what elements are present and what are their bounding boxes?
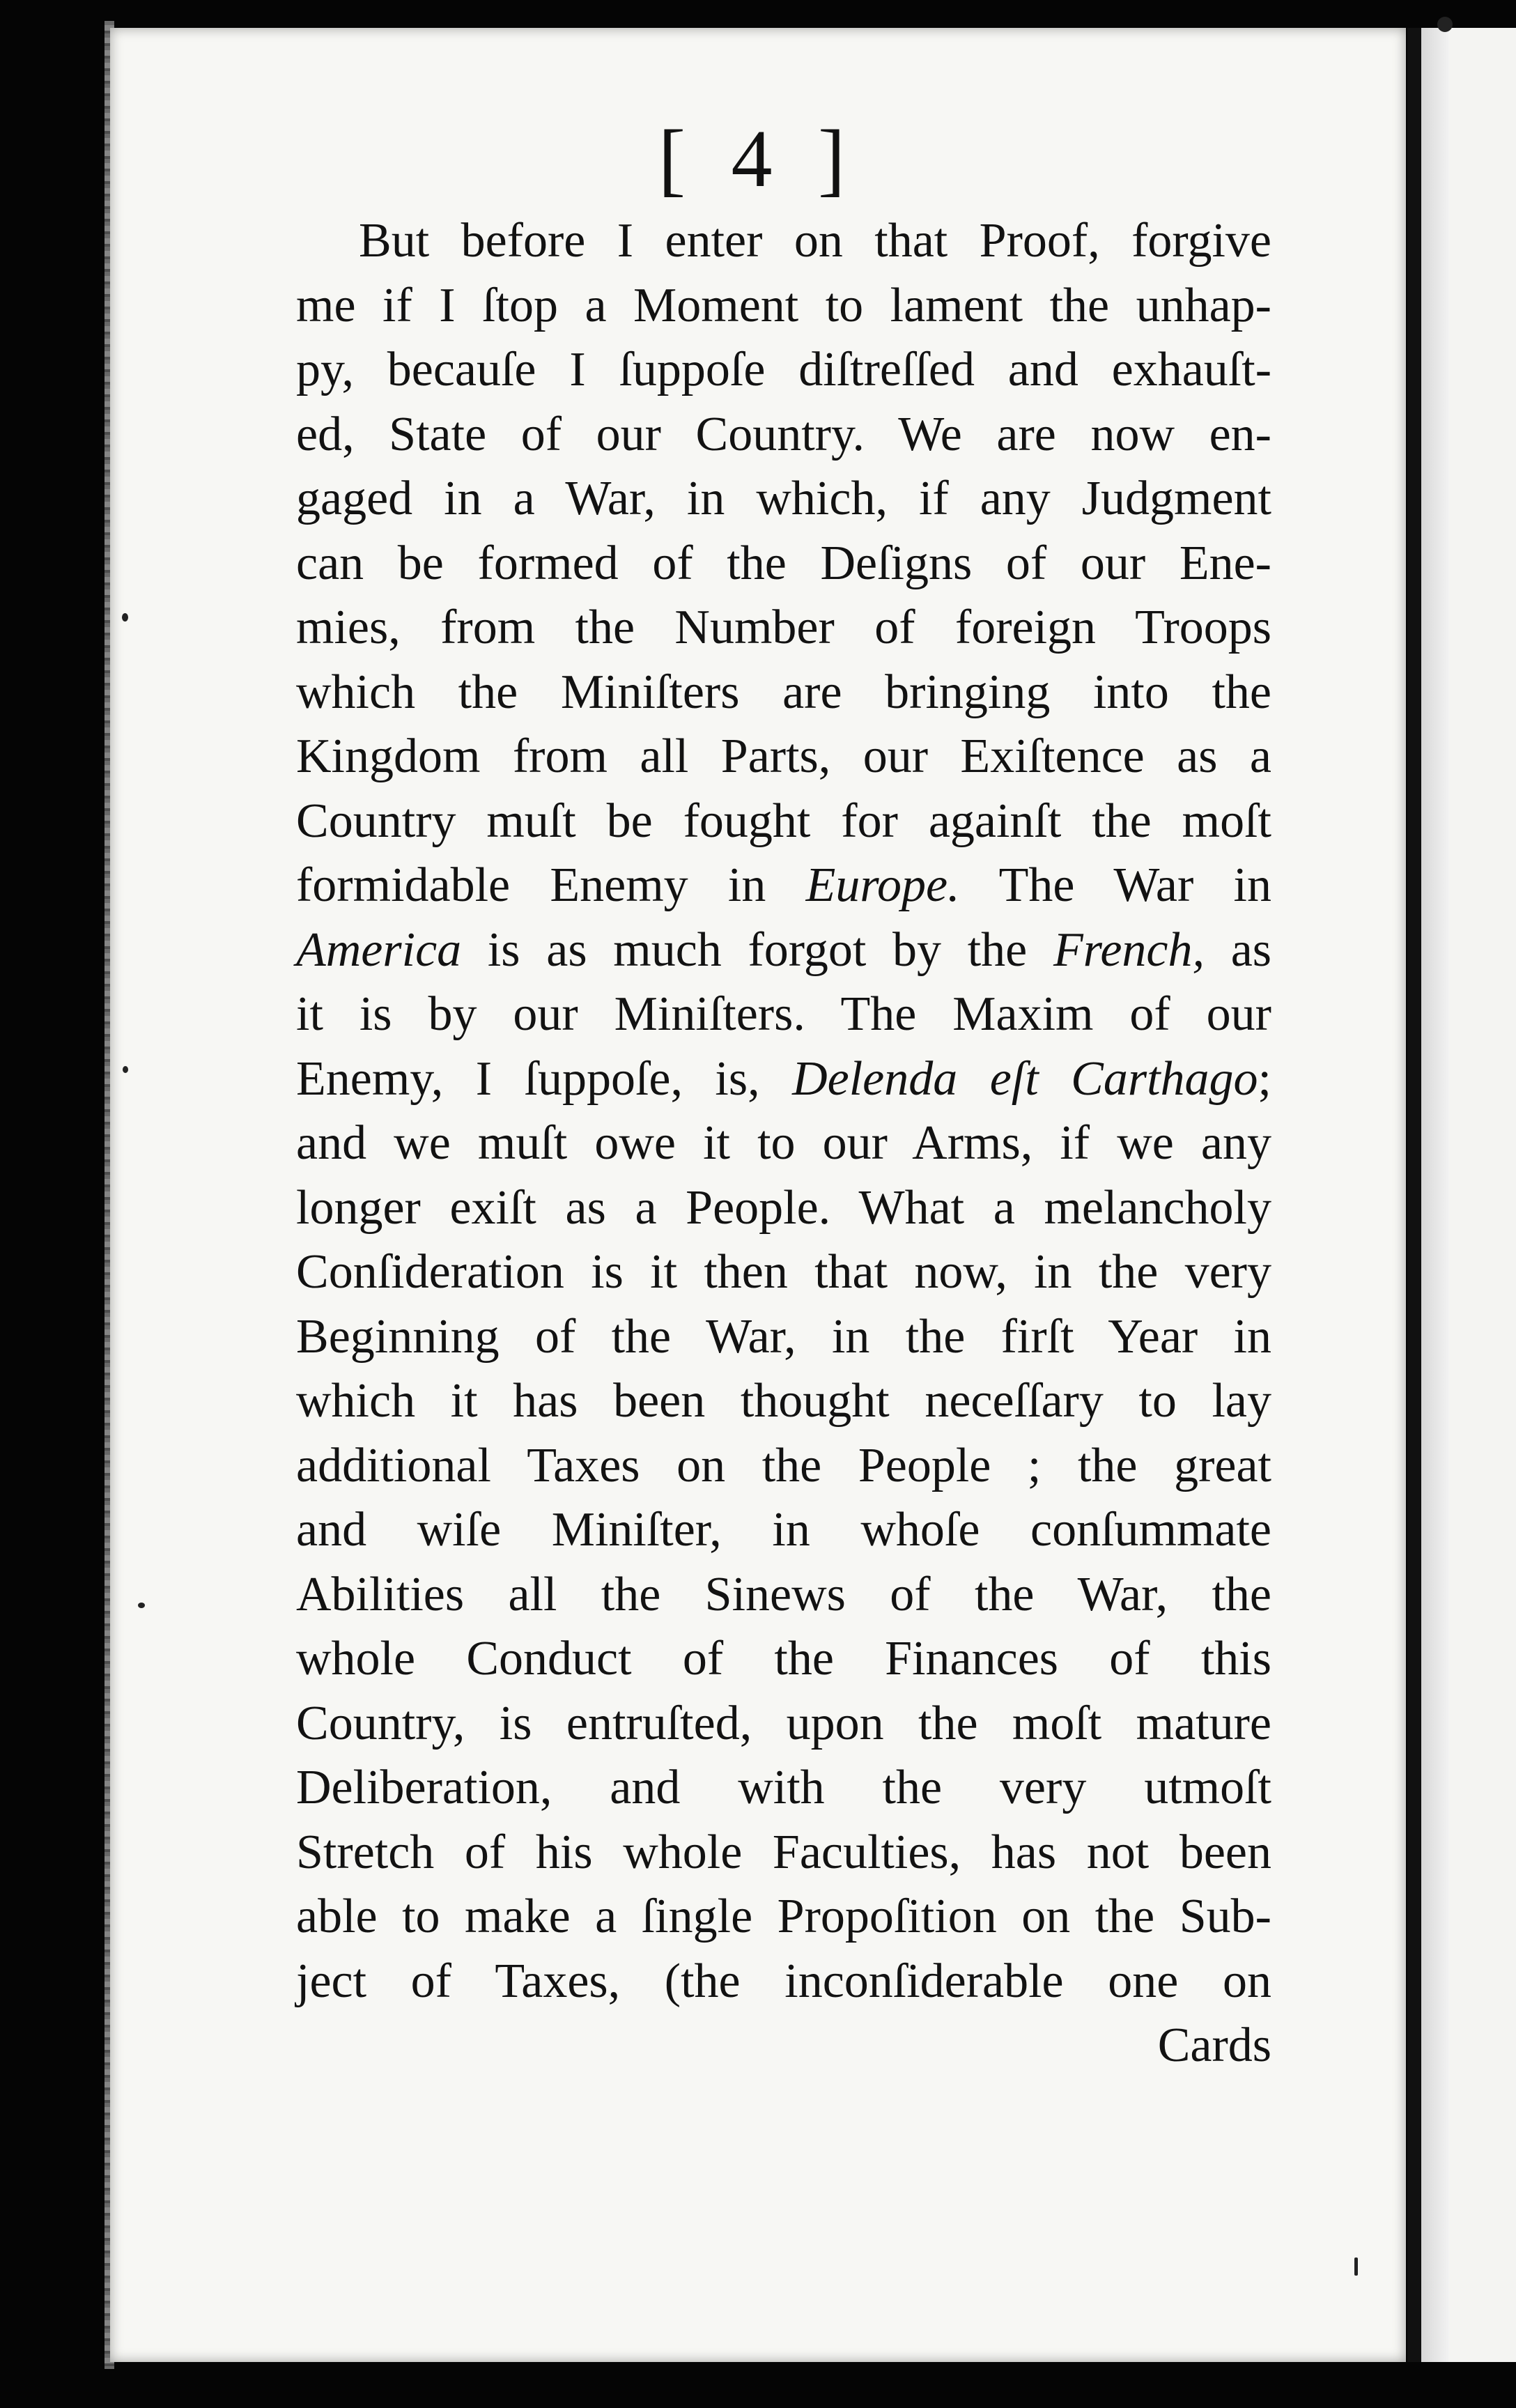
text-line [296, 1756, 1271, 1821]
text-line [296, 1627, 1271, 1692]
text-line [296, 854, 1271, 918]
text-line [296, 274, 1271, 339]
text-line [296, 532, 1271, 596]
text-segment: able to make a ſingle Propoſition on the Sub- [296, 1890, 1271, 1943]
text-segment: Stretch of his whole Faculties, has not been [296, 1825, 1271, 1879]
text-segment: ; [1258, 1051, 1271, 1106]
text-line [296, 918, 1271, 983]
text-line [296, 789, 1271, 854]
text-line [296, 338, 1271, 403]
text-segment: Cards [1157, 2019, 1271, 2072]
text-line [296, 1434, 1271, 1499]
italic-text: America [296, 923, 462, 977]
italic-text: Delenda eſt Carthago [792, 1051, 1258, 1106]
text-line [296, 403, 1271, 468]
text-segment: Kingdom from all Parts, our Exiſtence as a [296, 730, 1271, 783]
text-segment: Conſideration is it then that now, in the very [296, 1245, 1271, 1299]
text-segment: additional Taxes on the People ; the great [296, 1438, 1271, 1492]
text-segment: formidable Enemy in [296, 858, 806, 912]
text-segment: which it has been thought neceſſary to lay [296, 1374, 1271, 1428]
text-line [296, 1950, 1271, 2014]
text-segment: Deliberation, and with the very utmoſt [296, 1761, 1271, 1814]
text-line [296, 467, 1271, 532]
page-right-edge [1407, 28, 1449, 2362]
text-line [296, 1563, 1271, 1628]
text-line [296, 1692, 1271, 1757]
text-segment: longer exiſt as a People. What a melancholy [296, 1180, 1271, 1235]
text-segment: is as much forgot by the [461, 923, 1053, 977]
italic-text: Europe. [805, 858, 960, 912]
text-segment: whole Conduct of the Finances of this [296, 1632, 1271, 1685]
text-line [296, 1176, 1271, 1241]
text-line [296, 2014, 1271, 2078]
text-line [296, 1305, 1271, 1370]
text-segment: Enemy, I ſuppoſe, is, [296, 1051, 793, 1106]
text-segment: which the Miniſters are bringing into the [296, 665, 1271, 719]
text-segment: mies, from the Number of foreign Troops [296, 601, 1271, 654]
text-segment: Country muſt be fought for againſt the moſt [296, 794, 1271, 848]
text-line [296, 982, 1271, 1047]
text-segment: it is by our Miniſters. The Maxim of our [296, 987, 1271, 1041]
italic-text: French, [1053, 923, 1205, 977]
text-line [296, 1885, 1271, 1950]
text-segment: as [1204, 923, 1272, 977]
text-segment: me if I ſtop a Moment to lament the unhap- [296, 278, 1271, 332]
next-page-strip [1449, 28, 1516, 2362]
text-line [296, 596, 1271, 661]
text-line [296, 209, 1271, 274]
text-segment: Beginning of the War, in the firſt Year in [296, 1309, 1271, 1364]
text-segment: ed, State of our Country. We are now en- [296, 407, 1271, 461]
text-segment: Country, is entruſted, upon the moſt mature [296, 1696, 1271, 1750]
text-segment: ject of Taxes, (the inconſiderable one on [296, 1954, 1271, 2008]
text-line [296, 1111, 1271, 1176]
text-segment: The War in [959, 858, 1271, 912]
text-segment: gaged in a War, in which, if any Judgment [296, 472, 1271, 525]
text-segment: py, becauſe I ſuppoſe diſtreſſed and exhauſt- [296, 343, 1271, 396]
text-segment: Abilities all the Sinews of the War, the [296, 1567, 1271, 1621]
text-segment: can be formed of the Deſigns of our Ene- [296, 536, 1271, 590]
text-line [296, 725, 1271, 789]
text-line [296, 1047, 1271, 1112]
page-number: [ 4 ] [658, 113, 858, 204]
body-text [296, 209, 1271, 2078]
text-segment: and wiſe Miniſter, in whoſe conſummate [296, 1503, 1271, 1557]
text-segment: and we muſt owe it to our Arms, if we any [296, 1116, 1271, 1170]
text-line [296, 661, 1271, 725]
text-line [296, 1369, 1271, 1434]
text-line [296, 1240, 1271, 1305]
text-line [296, 1821, 1271, 1885]
text-line [296, 1498, 1271, 1563]
text-segment: But before I enter on that Proof, forgive [359, 214, 1271, 268]
